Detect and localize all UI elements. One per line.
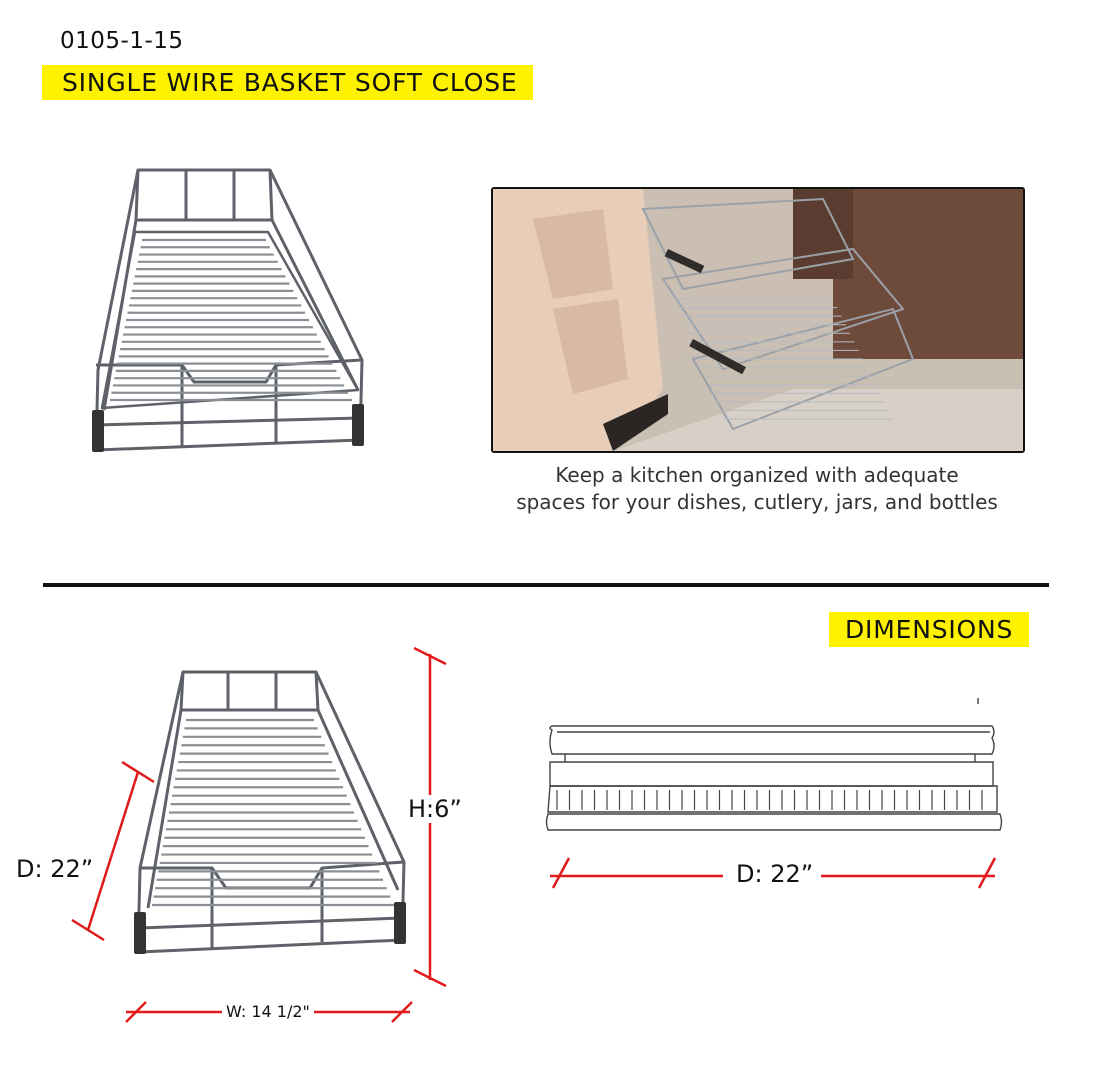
width-label: W: 14 1/2"	[222, 1002, 314, 1021]
lifestyle-photo	[491, 187, 1025, 453]
basket-product-image	[90, 160, 380, 470]
dimensions-heading: DIMENSIONS	[829, 612, 1029, 647]
height-label: H:6”	[408, 795, 462, 823]
caption-line-2: spaces for your dishes, cutlery, jars, and bottles	[516, 490, 998, 514]
section-divider	[43, 583, 1049, 587]
lifestyle-caption	[470, 462, 1044, 516]
depth-label-right: D: 22”	[730, 860, 819, 888]
caption-line-1: Keep a kitchen organized with adequate	[555, 463, 959, 487]
product-title: SINGLE WIRE BASKET SOFT CLOSE	[42, 65, 533, 100]
basket-dimension-diagram	[0, 640, 460, 1060]
product-sku: 0105-1-15	[60, 28, 184, 54]
depth-label-left: D: 22”	[16, 855, 94, 883]
